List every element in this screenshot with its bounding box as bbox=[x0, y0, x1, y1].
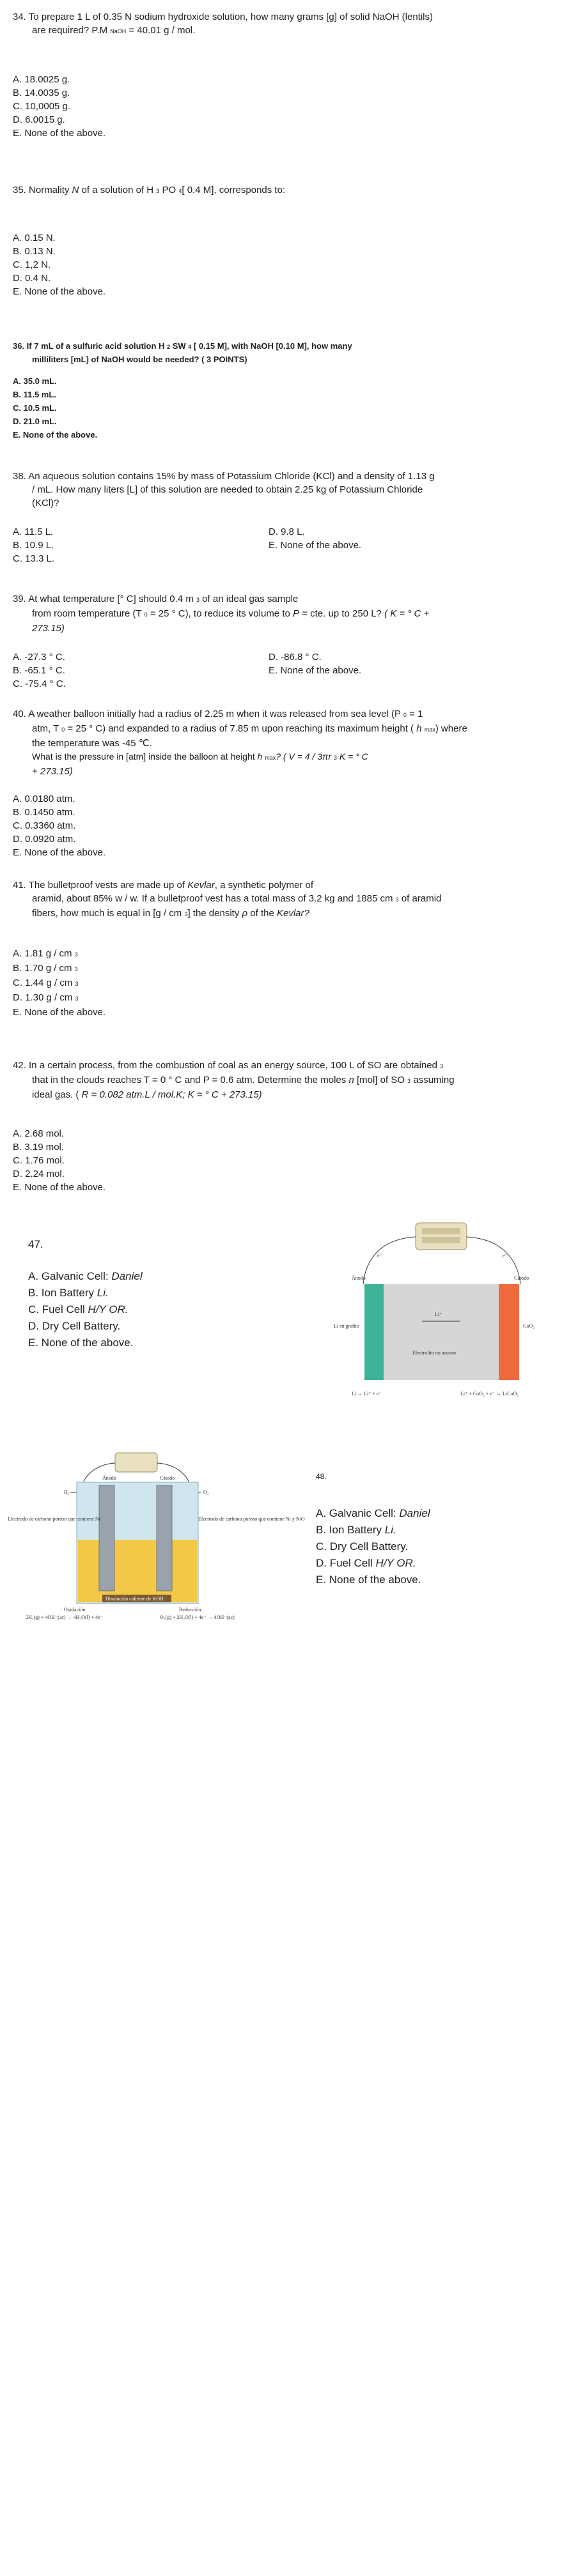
question-text: What is the pressure in [atm] inside the balloon at height h max? ( V = 4 / 3πr 3 K = ° C bbox=[32, 751, 368, 762]
ion-label: Li⁺ bbox=[435, 1312, 442, 1317]
option-e[interactable]: E. None of the above. bbox=[13, 1007, 106, 1018]
option-d[interactable]: D. 21.0 mL. bbox=[13, 417, 57, 426]
question-number: 48. bbox=[316, 1472, 327, 1481]
option-b[interactable]: B. 3.19 mol. bbox=[13, 1142, 65, 1153]
question-number: 47. bbox=[28, 1238, 43, 1250]
option-a[interactable]: A. 2.68 mol. bbox=[13, 1128, 65, 1139]
question-text: 42. In a certain process, from the combustion of coal as an energy source, 100 L of SO are obtained 3 bbox=[13, 1060, 444, 1071]
option-a[interactable]: A. 0.0180 atm. bbox=[13, 793, 75, 804]
option-c[interactable]: C. -75.4 ° C. bbox=[13, 678, 66, 689]
reduction-label: Reducción bbox=[179, 1607, 201, 1613]
option-a[interactable]: A. 18.0025 g. bbox=[13, 74, 70, 85]
electrolyte-region bbox=[384, 1284, 499, 1380]
option-b[interactable]: B. Ion Battery Li. bbox=[316, 1524, 396, 1536]
cathode-label: Cátodo bbox=[514, 1275, 529, 1281]
option-b[interactable]: B. Ion Battery Li. bbox=[28, 1287, 109, 1299]
question-text: milliliters [mL] of NaOH would be needed? ( 3 POINTS) bbox=[32, 355, 247, 364]
cathode-plate bbox=[499, 1284, 519, 1380]
question-39 bbox=[13, 592, 563, 691]
cathode-equation: Li⁺ + CoO₂ + e⁻ → LiCoO₂ bbox=[460, 1391, 519, 1397]
option-e[interactable]: E. None of the above. bbox=[316, 1574, 421, 1586]
cathode-label: Cátodo bbox=[160, 1475, 175, 1481]
option-a[interactable]: A. Galvanic Cell: Daniel bbox=[316, 1507, 430, 1519]
anode-label: Ánodo bbox=[102, 1475, 116, 1481]
options-list bbox=[13, 73, 563, 140]
option-c[interactable]: C. 13.3 L. bbox=[13, 553, 55, 564]
device-icon bbox=[115, 1453, 157, 1472]
question-47 bbox=[28, 1236, 297, 1351]
reduction-equation: O₂(g) + 2H₂O(l) + 4e⁻ → 4OH⁻(ac) bbox=[160, 1614, 235, 1620]
option-a[interactable]: A. -27.3 ° C. bbox=[13, 652, 65, 663]
cathode-electrode bbox=[157, 1485, 172, 1591]
question-36 bbox=[13, 340, 563, 441]
option-c[interactable]: C. 0.3360 atm. bbox=[13, 820, 76, 831]
question-text: (KCl)? bbox=[32, 498, 59, 509]
option-b[interactable]: B. 11.5 mL. bbox=[13, 390, 56, 399]
left-electrode-label: Electrodo de carbono poroso que contiene Ni bbox=[8, 1516, 100, 1522]
device-detail bbox=[422, 1228, 460, 1234]
option-a[interactable]: A. 0.15 N. bbox=[13, 233, 56, 243]
option-d[interactable]: D. Dry Cell Battery. bbox=[28, 1320, 121, 1332]
question-35 bbox=[13, 183, 563, 298]
option-d[interactable]: D. 0.0920 atm. bbox=[13, 834, 76, 845]
option-c[interactable]: C. Fuel Cell H/Y OR. bbox=[28, 1303, 129, 1315]
option-c[interactable]: C. 1.76 mol. bbox=[13, 1155, 65, 1166]
fuel-cell-diagram bbox=[6, 1450, 307, 1623]
question-text: 41. The bulletproof vests are made up of Kevlar, a synthetic polymer of bbox=[13, 880, 313, 891]
question-40 bbox=[13, 707, 563, 859]
option-c[interactable]: C. Dry Cell Battery. bbox=[316, 1540, 409, 1552]
option-a[interactable]: A. 1.81 g / cm 3 bbox=[13, 948, 78, 959]
option-e[interactable]: E. None of the above. bbox=[13, 128, 106, 139]
question-42 bbox=[13, 1059, 563, 1194]
device-icon bbox=[416, 1223, 467, 1250]
question-48 bbox=[316, 1468, 559, 1588]
solution-label: Disolución caliente de KOH bbox=[105, 1596, 164, 1602]
option-d[interactable]: D. 9.8 L. bbox=[269, 526, 305, 537]
question-38 bbox=[13, 470, 563, 565]
h2-label: H₂ bbox=[64, 1489, 70, 1495]
option-b[interactable]: B. 10.9 L. bbox=[13, 540, 54, 551]
option-c[interactable]: C. 10,0005 g. bbox=[13, 101, 71, 112]
anode-electrode bbox=[99, 1485, 114, 1591]
question-41 bbox=[13, 878, 563, 1019]
electrolyte-label: Electrolito no acuoso bbox=[412, 1350, 456, 1356]
option-e[interactable]: E. None of the above. bbox=[13, 430, 98, 440]
option-d[interactable]: D. 1.30 g / cm 3 bbox=[13, 992, 79, 1003]
oxidation-equation: 2H₂(g) + 4OH⁻(ac) → 4H₂O(l) + 4e⁻ bbox=[26, 1614, 103, 1620]
option-e[interactable]: E. None of the above. bbox=[13, 286, 106, 297]
koh-solution bbox=[78, 1540, 197, 1602]
question-text: 39. At what temperature [° C] should 0.4 m 3 of an ideal gas sample bbox=[13, 594, 299, 604]
question-text: 34. To prepare 1 L of 0.35 N sodium hydroxide solution, how many grams [g] of solid NaOH (lentils) bbox=[13, 12, 433, 22]
option-e[interactable]: E. None of the above. bbox=[13, 847, 106, 858]
options-list bbox=[13, 947, 563, 1019]
right-electrode-label: Electrodo de carbono poroso que contiene Ni y NiO bbox=[198, 1516, 305, 1522]
question-text: 38. An aqueous solution contains 15% by mass of Potassium Chloride (KCl) and a density of 1.13 g bbox=[13, 471, 435, 482]
question-text: aramid, about 85% w / w. If a bulletproof vest has a total mass of 3.2 kg and 1885 cm 3 of aramid bbox=[32, 893, 442, 904]
left-wire bbox=[363, 1237, 416, 1284]
option-e[interactable]: E. None of the above. bbox=[28, 1337, 134, 1349]
o2-label: O₂ bbox=[203, 1489, 209, 1495]
option-c[interactable]: C. 10.5 mL. bbox=[13, 403, 57, 413]
option-d[interactable]: D. 2.24 mol. bbox=[13, 1169, 65, 1179]
option-a[interactable]: A. 11.5 L. bbox=[13, 526, 54, 537]
options-list bbox=[13, 525, 563, 565]
anode-equation: Li → Li⁺ + e⁻ bbox=[352, 1391, 382, 1397]
anode-label: Ánodo bbox=[352, 1275, 366, 1281]
options-list bbox=[13, 374, 563, 441]
coo2-label: CoO₂ bbox=[523, 1323, 535, 1329]
option-b[interactable]: B. 14.0035 g. bbox=[13, 88, 70, 98]
question-text: / mL. How many liters [L] of this solution are needed to obtain 2.25 kg of Potassium Chloride bbox=[32, 484, 423, 495]
device-detail bbox=[422, 1237, 460, 1243]
anode-plate bbox=[364, 1284, 384, 1380]
question-text: the temperature was -45 ℃. bbox=[32, 738, 152, 749]
question-text: 35. Normality N of a solution of H 3 PO 4[ 0.4 M], corresponds to: bbox=[13, 185, 286, 195]
electron-label: e⁻ bbox=[377, 1253, 382, 1259]
li-ion-battery-diagram bbox=[332, 1214, 556, 1406]
question-34 bbox=[13, 10, 563, 140]
options-list bbox=[13, 792, 563, 859]
question-text: from room temperature (T 0 = 25 ° C), to reduce its volume to P = cte. up to 250 L? ( K = ° C + bbox=[32, 608, 430, 619]
options-list bbox=[316, 1505, 559, 1588]
option-d[interactable]: D. 6.0015 g. bbox=[13, 114, 65, 125]
right-wire bbox=[467, 1237, 520, 1284]
option-a[interactable]: A. Galvanic Cell: Daniel bbox=[28, 1270, 143, 1282]
question-text: fibers, how much is equal in [g / cm 3] the density ρ of the Kevlar? bbox=[32, 908, 309, 919]
question-text: that in the clouds reaches T = 0 ° C and P = 0.6 atm. Determine the moles n [mol] of SO 3 assuming bbox=[32, 1075, 455, 1085]
option-b[interactable]: B. 1.70 g / cm 3 bbox=[13, 963, 78, 974]
options-list bbox=[13, 231, 563, 298]
question-text: ideal gas. ( R = 0.082 atm.L / mol.K; K = ° C + 273.15) bbox=[32, 1089, 262, 1100]
options-list bbox=[28, 1268, 297, 1351]
question-text: 273.15) bbox=[32, 623, 65, 634]
option-e[interactable]: E. None of the above. bbox=[269, 665, 362, 676]
option-a[interactable]: A. 35.0 mL. bbox=[13, 376, 57, 386]
option-c[interactable]: C. 1.44 g / cm 3 bbox=[13, 977, 79, 988]
option-b[interactable]: B. 0.13 N. bbox=[13, 246, 56, 257]
question-text: 40. A weather balloon initially had a radius of 2.25 m when it was released from sea level (P 0 = 1 bbox=[13, 709, 423, 719]
option-e[interactable]: E. None of the above. bbox=[269, 540, 362, 551]
option-d[interactable]: D. 0.4 N. bbox=[13, 273, 51, 284]
question-text: are required? P.M NaOH = 40.01 g / mol. bbox=[32, 25, 196, 36]
option-b[interactable]: B. 0.1450 atm. bbox=[13, 807, 75, 818]
oxidation-label: Oxidación bbox=[64, 1607, 86, 1613]
li-graphite-label: Li en grafito bbox=[334, 1323, 359, 1329]
question-text: atm, T 0 = 25 ° C) and expanded to a radius of 7.85 m upon reaching its maximum height ( h max) where bbox=[32, 723, 467, 734]
question-text: + 273.15) bbox=[32, 766, 73, 777]
option-e[interactable]: E. None of the above. bbox=[13, 1182, 106, 1193]
options-list bbox=[13, 1127, 563, 1194]
option-d[interactable]: D. Fuel Cell H/Y OR. bbox=[316, 1557, 416, 1569]
option-b[interactable]: B. -65.1 ° C. bbox=[13, 665, 65, 676]
question-text: 36. If 7 mL of a sulfuric acid solution H 2 SW 4 [ 0.15 M], with NaOH [0.10 M], how many bbox=[13, 341, 352, 351]
electron-label: e⁻ bbox=[503, 1253, 508, 1259]
options-list bbox=[13, 650, 563, 691]
option-c[interactable]: C. 1,2 N. bbox=[13, 259, 51, 270]
option-d[interactable]: D. -86.8 ° C. bbox=[269, 652, 322, 663]
